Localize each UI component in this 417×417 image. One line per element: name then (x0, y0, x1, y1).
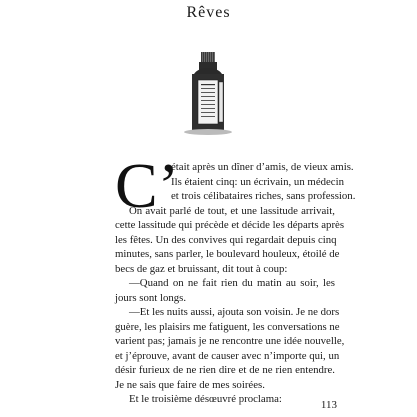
page-number: 113 (320, 399, 337, 411)
drop-cap: C’ (115, 150, 179, 221)
text-line: varient pas; jamais je ne rencontre une idée nouvelle, (115, 335, 345, 347)
medicine-bottle-illustration (178, 50, 238, 136)
page-title: Rêves (186, 4, 231, 21)
bottle-icon (178, 50, 238, 136)
text-line: Je ne sais que faire de mes soirées. (115, 378, 265, 391)
text-line: jours sont longs. (115, 291, 187, 304)
text-line: —Et les nuits aussi, ajouta son voisin. Je ne dors (129, 306, 340, 318)
text-line: minutes, sans parler, le boulevard houleux, étoilé de (115, 248, 340, 260)
text-line: était après un dîner d’amis, de vieux amis. (171, 161, 354, 173)
text-line: désir furieux de ne rien dire et de ne rien entendre. (115, 364, 335, 376)
text-line: Ils étaient cinq: un écrivain, un médecin (171, 175, 344, 188)
text-line: Et le troisième désœuvré proclama: (129, 393, 282, 405)
text-line: les fêtes. Un des convives qui regardait depuis cinq (115, 233, 337, 246)
body-text (115, 160, 356, 407)
text-line: On avait parlé de tout, et une lassitude arrivait, (129, 204, 335, 217)
text-line: et j’éprouve, avant de causer avec n’importe qui, un (115, 349, 340, 362)
text-line: becs de gaz et bruissant, dit tout à coup: (115, 262, 288, 275)
text-line: guère, les plaisirs me fatiguent, les conversations ne (115, 320, 340, 333)
text-line: et trois célibataires riches, sans profession. (171, 190, 356, 202)
text-line: —Quand on ne fait rien du matin au soir, les (129, 277, 335, 289)
text-line: cette lassitude qui précède et décide les départs après (115, 219, 345, 231)
